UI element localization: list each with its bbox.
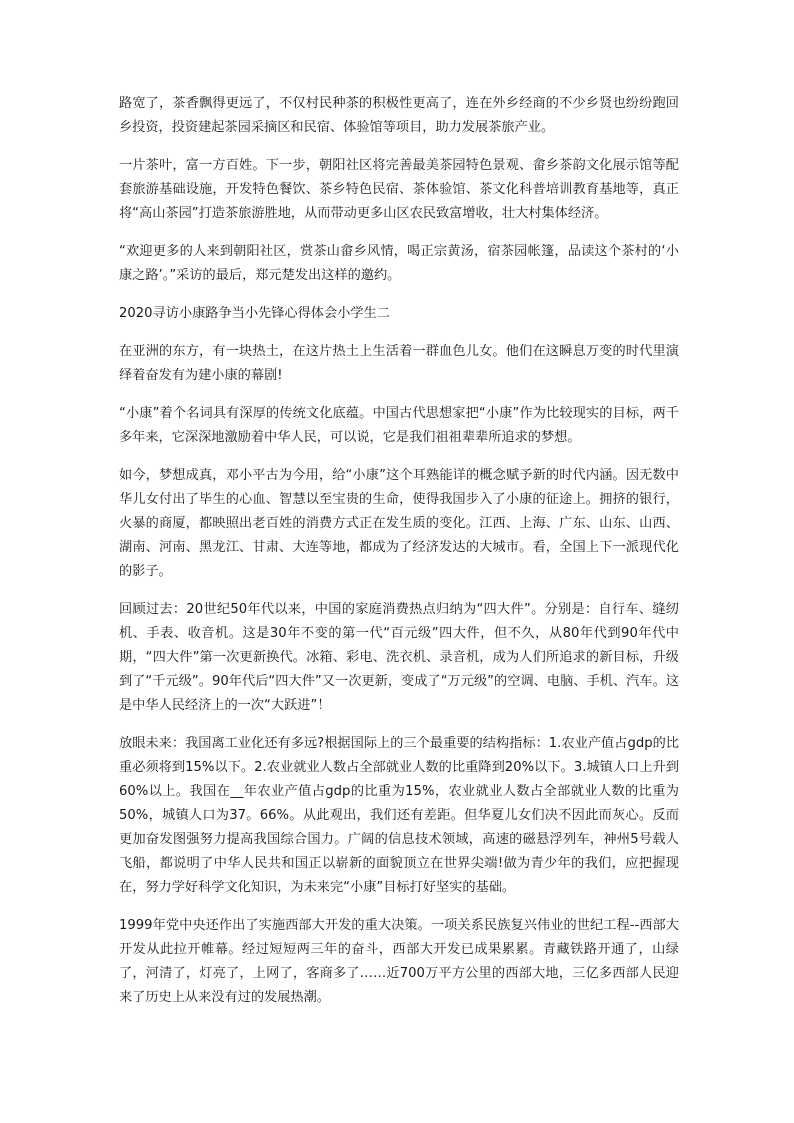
paragraph-xiaokang-meaning: “小康”着个名词具有深厚的传统文化底蕴。中国古代思想家把“小康”作为比较现实的目标，两千多年来，它深深地激励着中华人民，可以说，它是我们祖祖辈辈所追求的梦想。 (119, 406, 679, 445)
paragraph-western-development: 1999年党中央还作出了实施西部大开发的重大决策。一项关系民族复兴伟业的世纪工程--西部大开发从此拉开帷幕。经过短短两三年的奋斗，西部大开发已成果累累。青藏铁路开通了，山绿了，河清了，灯亮了，上网了，客商多了……近700万平方公里的西部大地，三亿多西部人民迎来了历史上从来没有过的发展热潮。 (119, 918, 679, 1005)
section-heading: 2020寻访小康路争当小先锋心得体会小学生二 (119, 306, 390, 321)
document-body (119, 92, 679, 1024)
paragraph-asia-east: 在亚洲的东方，有一块热土，在这片热土上生活着一群血色儿女。他们在这瞬息万变的时代里演绎着奋发有为建小康的幕剧! (119, 344, 679, 383)
paragraph-tea-plan: 一片茶叶，富一方百姓。下一步，朝阳社区将完善最美茶园特色景观、畲乡茶韵文化展示馆等配套旅游基础设施，开发特色餐饮、茶乡特色民宿、茶体验馆、茶文化科普培训教育基地等，真正将“高山茶园”打造茶旅游胜地，从而带动更多山区农民致富增收，壮大村集体经济。 (119, 158, 679, 221)
paragraph-tea-road: 路宽了，茶香飘得更远了，不仅村民种茶的积极性更高了，连在外乡经商的不少乡贤也纷纷跑回乡投资，投资建起茶园采摘区和民宿、体验馆等项目，助力发展茶旅产业。 (119, 96, 679, 135)
paragraph-looking-forward: 放眼未来：我国离工业化还有多远?根据国际上的三个最重要的结构指标：1.农业产值占gdp的比重必须将到15%以下。2.农业就业人数占全部就业人数的比重降到20%以下。3.城镇人口上升到60%以上。我国在__年农业产值占gdp的比重为15%，农业就业人数占全部就业人数的比重为50%，城镇人口为37。66%。从此观出，我们还有差距。但华夏儿女们决不因此而灰心。反而更加奋发图强努力提高我国综合国力。广阔的信息技术领域，高速的磁悬浮列车，神州5号载人飞船，都说明了中华人民共和国正以崭新的面貌顶立在世界尖端!做为青少年的我们，应把握现在，努力学好科学文化知识，为未来完“小康”目标打好坚实的基础。 (119, 736, 679, 895)
paragraph-looking-back: 回顾过去：20世纪50年代以来，中国的家庭消费热点归纳为“四大件”。分别是：自行车、缝纫机、手表、收音机。这是30年不变的第一代“百元级”四大件，但不久，从80年代到90年代中期，“四大件”第一次更新换代。冰箱、彩电、洗衣机、录音机，成为人们所追求的新目标，升级到了“千元级”。90年代后“四大件”又一次更新，变成了“万元级”的空调、电脑、手机、汽车。这是中华人民经济上的一次“大跃进”！ (119, 602, 679, 713)
paragraph-invitation: “欢迎更多的人来到朝阳社区，赏茶山畲乡风情，喝正宗黄汤，宿茶园帐篷，品读这个茶村的‘小康之路’。”采访的最后，郑元楚发出这样的邀约。 (119, 244, 679, 283)
paragraph-dream-come-true: 如今，梦想成真，邓小平古为今用，给“小康”这个耳熟能详的概念赋予新的时代内涵。因无数中华儿女付出了毕生的心血、智慧以至宝贵的生命，使得我国步入了小康的征途上。拥挤的银行，火暴的商厦，都映照出老百姓的消费方式正在发生质的变化。江西、上海、广东、山东、山西、湖南、河南、黑龙江、甘肃、大连等地，都成为了经济发达的大城市。看，全国上下一派现代化的影子。 (119, 468, 679, 579)
